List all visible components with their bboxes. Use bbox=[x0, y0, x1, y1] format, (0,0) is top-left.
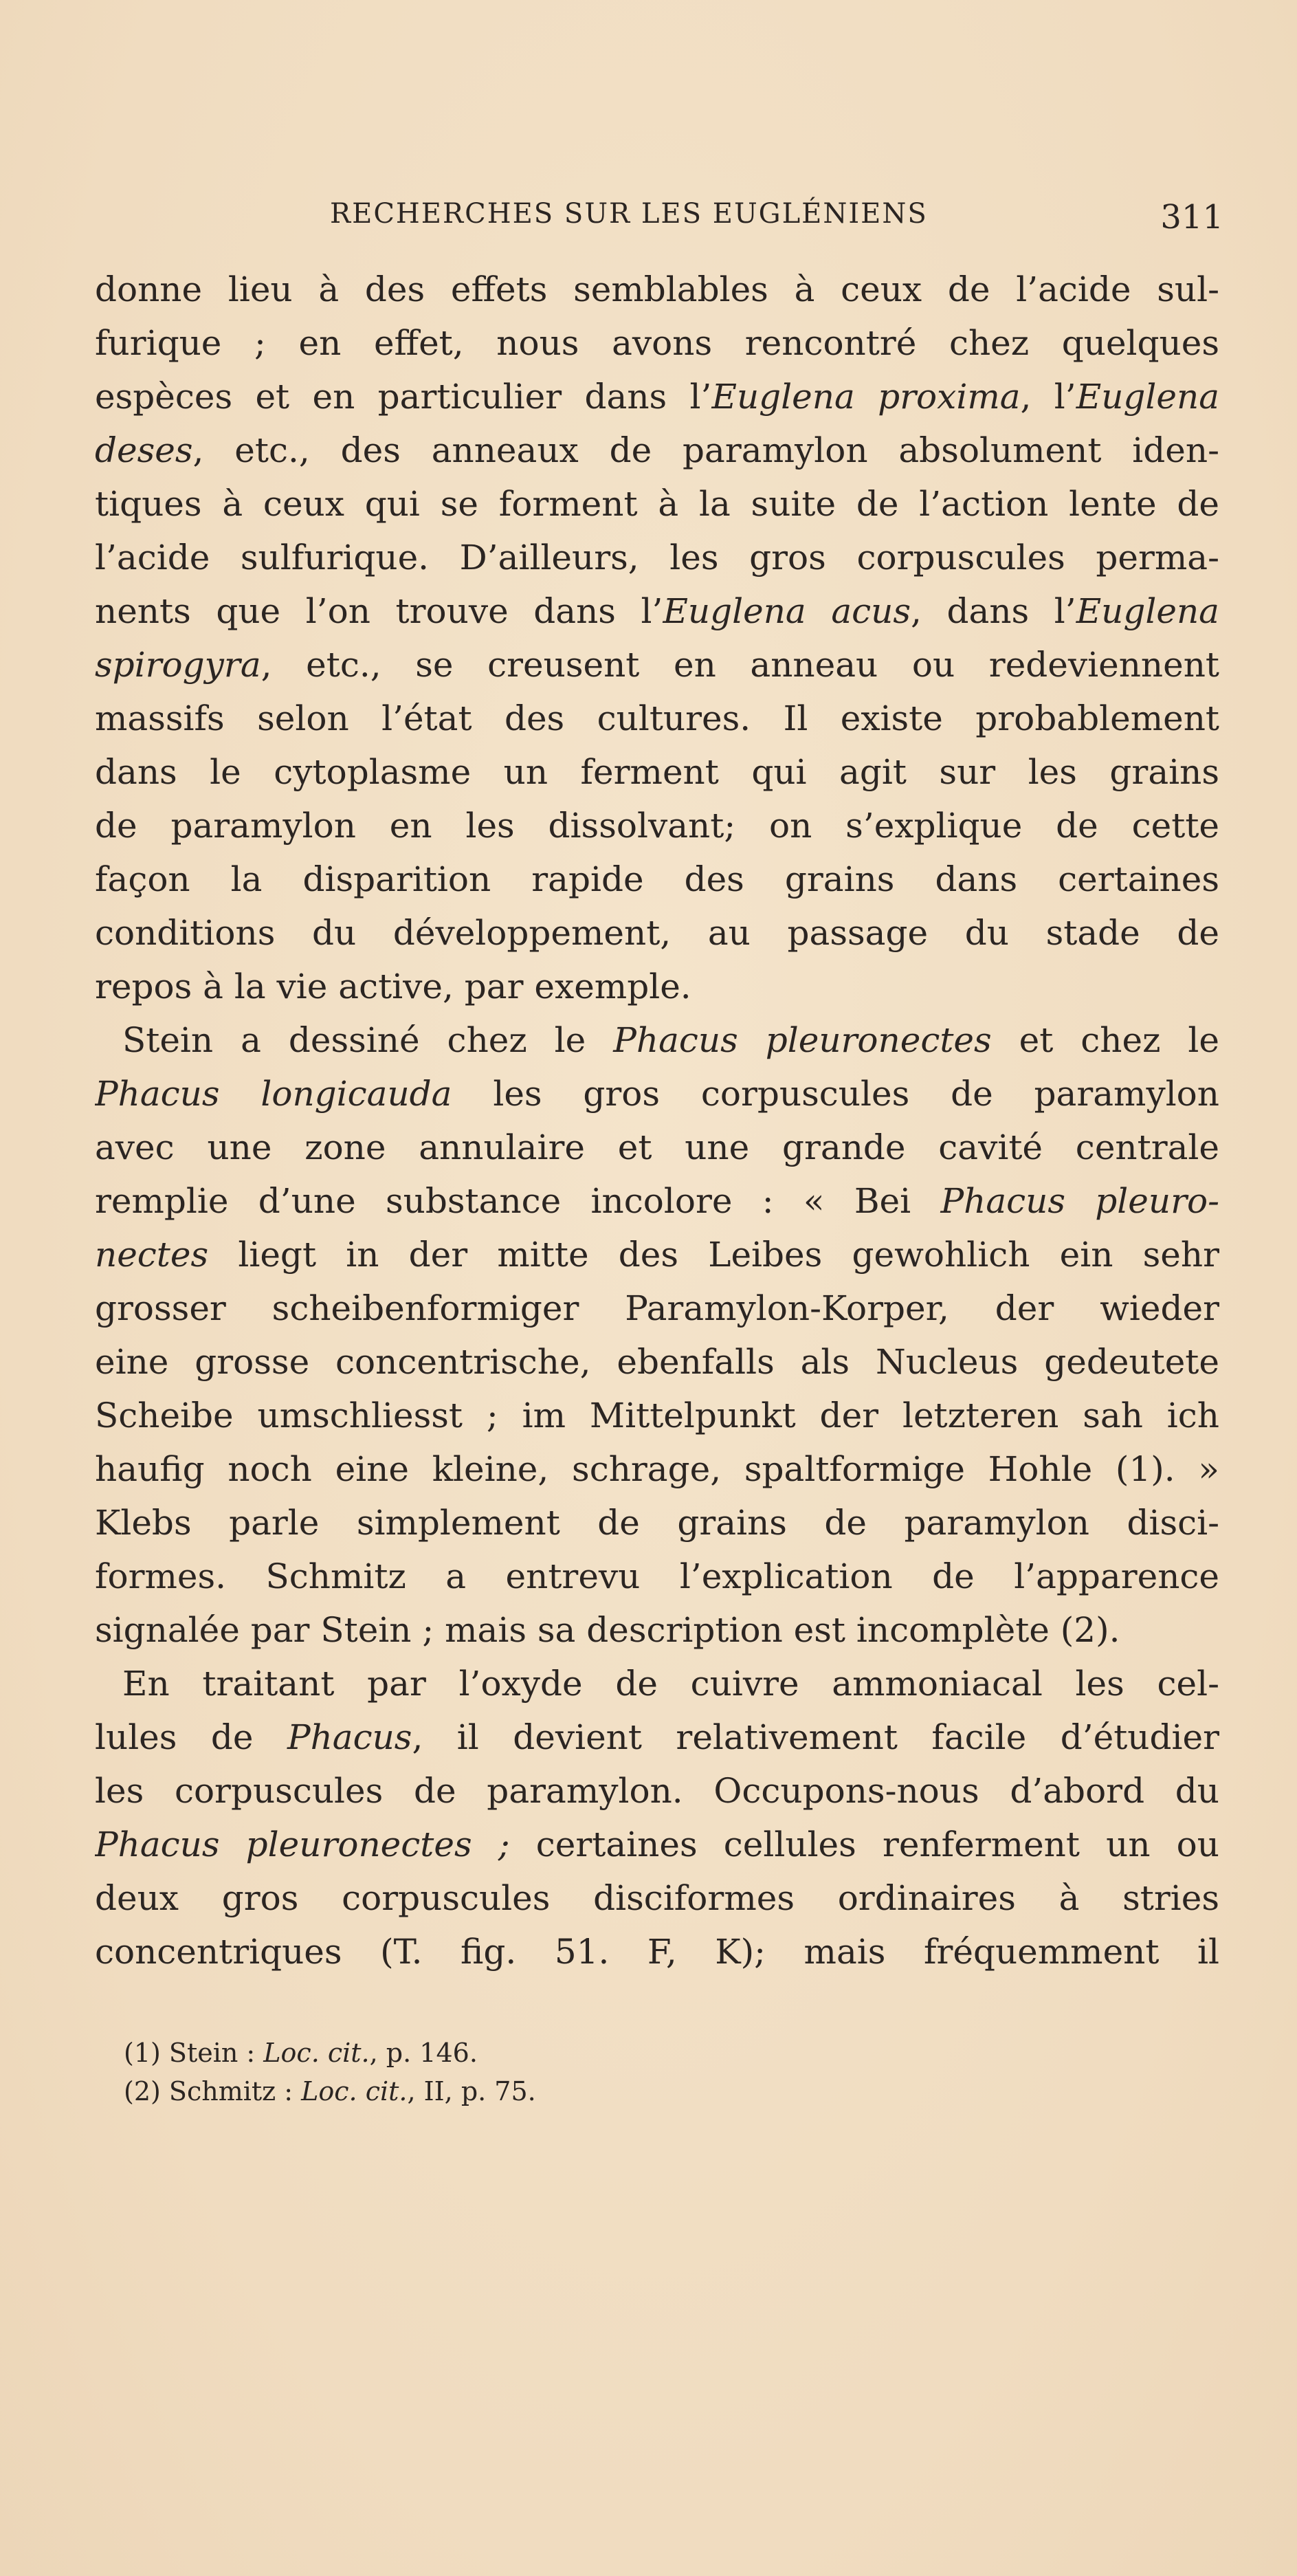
text-line bbox=[95, 584, 1219, 638]
italic-text: Euglena bbox=[1076, 377, 1219, 417]
text-segment: avec une zone annulaire et une grande cavité centrale bbox=[95, 1127, 1219, 1167]
text-line bbox=[95, 1389, 1219, 1442]
text-line bbox=[95, 1335, 1219, 1389]
text-segment: façon la disparition rapide des grains dans certaines bbox=[95, 859, 1219, 899]
text-line bbox=[95, 638, 1219, 692]
text-segment: En traitant par l’oxyde de cuivre ammoniacal les cel- bbox=[122, 1664, 1219, 1704]
text-segment: , l’ bbox=[1020, 377, 1076, 417]
italic-text: Loc. cit. bbox=[263, 2038, 370, 2068]
text-line bbox=[95, 1067, 1219, 1121]
italic-text: Phacus longicauda bbox=[95, 1074, 452, 1114]
italic-text: Euglena proxima bbox=[711, 377, 1021, 417]
text-segment: , etc., se creusent en anneau ou redeviennent bbox=[260, 645, 1219, 685]
italic-text: Phacus pleuro- bbox=[940, 1181, 1219, 1221]
footnote bbox=[124, 2072, 1086, 2111]
text-line bbox=[95, 423, 1219, 477]
italic-text: Phacus pleuronectes ; bbox=[95, 1825, 510, 1864]
text-line bbox=[95, 263, 1219, 316]
text-line bbox=[95, 1013, 1219, 1067]
text-line bbox=[95, 1442, 1219, 1496]
text-line bbox=[95, 1871, 1219, 1925]
text-line bbox=[95, 1281, 1219, 1335]
text-line bbox=[95, 1925, 1219, 1979]
text-segment: , p. 146. bbox=[369, 2038, 478, 2068]
italic-text: Phacus bbox=[287, 1717, 412, 1757]
text-segment: repos à la vie active, par exemple. bbox=[95, 967, 691, 1006]
text-segment: deux gros corpuscules disciformes ordinaires à stries bbox=[95, 1878, 1219, 1918]
text-segment: nents que l’on trouve dans l’ bbox=[95, 591, 663, 631]
text-line bbox=[95, 1764, 1219, 1818]
text-segment: dans le cytoplasme un ferment qui agit sur les grains bbox=[95, 752, 1219, 792]
text-line bbox=[95, 799, 1219, 852]
text-segment: conditions du développement, au passage du stade de bbox=[95, 913, 1219, 953]
text-segment: signalée par Stein ; mais sa description est incomplète (2). bbox=[95, 1610, 1120, 1650]
text-line bbox=[95, 1174, 1219, 1228]
page-number: 311 bbox=[1160, 198, 1223, 236]
footnote bbox=[124, 2034, 1086, 2072]
text-line bbox=[95, 692, 1219, 745]
text-line bbox=[95, 1550, 1219, 1603]
text-segment: remplie d’une substance incolore : « Bei bbox=[95, 1181, 941, 1221]
text-line bbox=[95, 1228, 1219, 1281]
text-line bbox=[95, 1657, 1219, 1710]
text-segment: , dans l’ bbox=[911, 591, 1076, 631]
text-segment: Scheibe umschliesst ; im Mittelpunkt der letzteren sah ich bbox=[95, 1396, 1219, 1435]
text-segment: donne lieu à des effets semblables à ceux de l’acide sul- bbox=[95, 269, 1219, 309]
italic-text: Euglena acus bbox=[663, 591, 911, 631]
text-segment: haufig noch eine kleine, schrage, spaltformige Hohle (1). » bbox=[95, 1449, 1219, 1489]
text-segment: de paramylon en les dissolvant; on s’explique de cette bbox=[95, 806, 1219, 846]
text-segment: les corpuscules de paramylon. Occupons-nous d’abord du bbox=[95, 1771, 1219, 1811]
text-segment: (1) Stein : bbox=[124, 2038, 264, 2068]
italic-text: Euglena bbox=[1076, 591, 1219, 631]
text-line bbox=[95, 852, 1219, 906]
text-line bbox=[95, 531, 1219, 584]
text-segment: et chez le bbox=[991, 1020, 1219, 1060]
text-segment: , etc., des anneaux de paramylon absolument iden- bbox=[192, 430, 1219, 470]
text-segment: les gros corpuscules de paramylon bbox=[452, 1074, 1219, 1114]
text-segment: certaines cellules renferment un ou bbox=[509, 1825, 1219, 1864]
text-line bbox=[95, 477, 1219, 531]
text-line bbox=[95, 1818, 1219, 1871]
body-text bbox=[95, 263, 1219, 1979]
text-line bbox=[95, 1603, 1219, 1657]
italic-text: nectes bbox=[95, 1235, 209, 1275]
running-title: RECHERCHES SUR LES EUGLÉNIENS bbox=[330, 198, 928, 230]
text-segment: espèces et en particulier dans l’ bbox=[95, 377, 712, 417]
text-line bbox=[95, 1121, 1219, 1174]
text-line bbox=[95, 1710, 1219, 1764]
text-segment: l’acide sulfurique. D’ailleurs, les gros corpuscules perma- bbox=[95, 538, 1219, 577]
italic-text: Phacus pleuronectes bbox=[613, 1020, 992, 1060]
text-segment: furique ; en effet, nous avons rencontré chez quelques bbox=[95, 323, 1219, 363]
italic-text: Loc. cit. bbox=[301, 2076, 408, 2106]
text-segment: liegt in der mitte des Leibes gewohlich ein sehr bbox=[208, 1235, 1219, 1275]
text-segment: massifs selon l’état des cultures. Il existe probablement bbox=[95, 698, 1219, 738]
text-segment: lules de bbox=[95, 1717, 287, 1757]
text-line bbox=[95, 745, 1219, 799]
text-line bbox=[95, 960, 1219, 1013]
text-line bbox=[95, 906, 1219, 960]
text-segment: grosser scheibenformiger Paramylon-Korper, der wieder bbox=[95, 1288, 1219, 1328]
page-header bbox=[96, 198, 1223, 239]
text-segment: eine grosse concentrische, ebenfalls als Nucleus gedeutete bbox=[95, 1342, 1219, 1382]
footnotes bbox=[124, 2034, 1086, 2111]
text-line bbox=[95, 1496, 1219, 1550]
text-line bbox=[95, 370, 1219, 423]
text-segment: , II, p. 75. bbox=[407, 2076, 536, 2106]
text-line bbox=[95, 316, 1219, 370]
text-segment: concentriques (T. fig. 51. F, K); mais fréquemment il bbox=[95, 1932, 1219, 1972]
italic-text: deses bbox=[95, 430, 193, 470]
text-segment: Stein a dessiné chez le bbox=[122, 1020, 614, 1060]
text-segment: Klebs parle simplement de grains de paramylon disci- bbox=[95, 1503, 1219, 1543]
text-segment: formes. Schmitz a entrevu l’explication de l’apparence bbox=[95, 1556, 1219, 1596]
text-segment: (2) Schmitz : bbox=[124, 2076, 302, 2106]
text-segment: , il devient relativement facile d’étudier bbox=[412, 1717, 1219, 1757]
italic-text: spirogyra bbox=[95, 645, 261, 685]
text-segment: tiques à ceux qui se forment à la suite de l’action lente de bbox=[95, 484, 1219, 524]
